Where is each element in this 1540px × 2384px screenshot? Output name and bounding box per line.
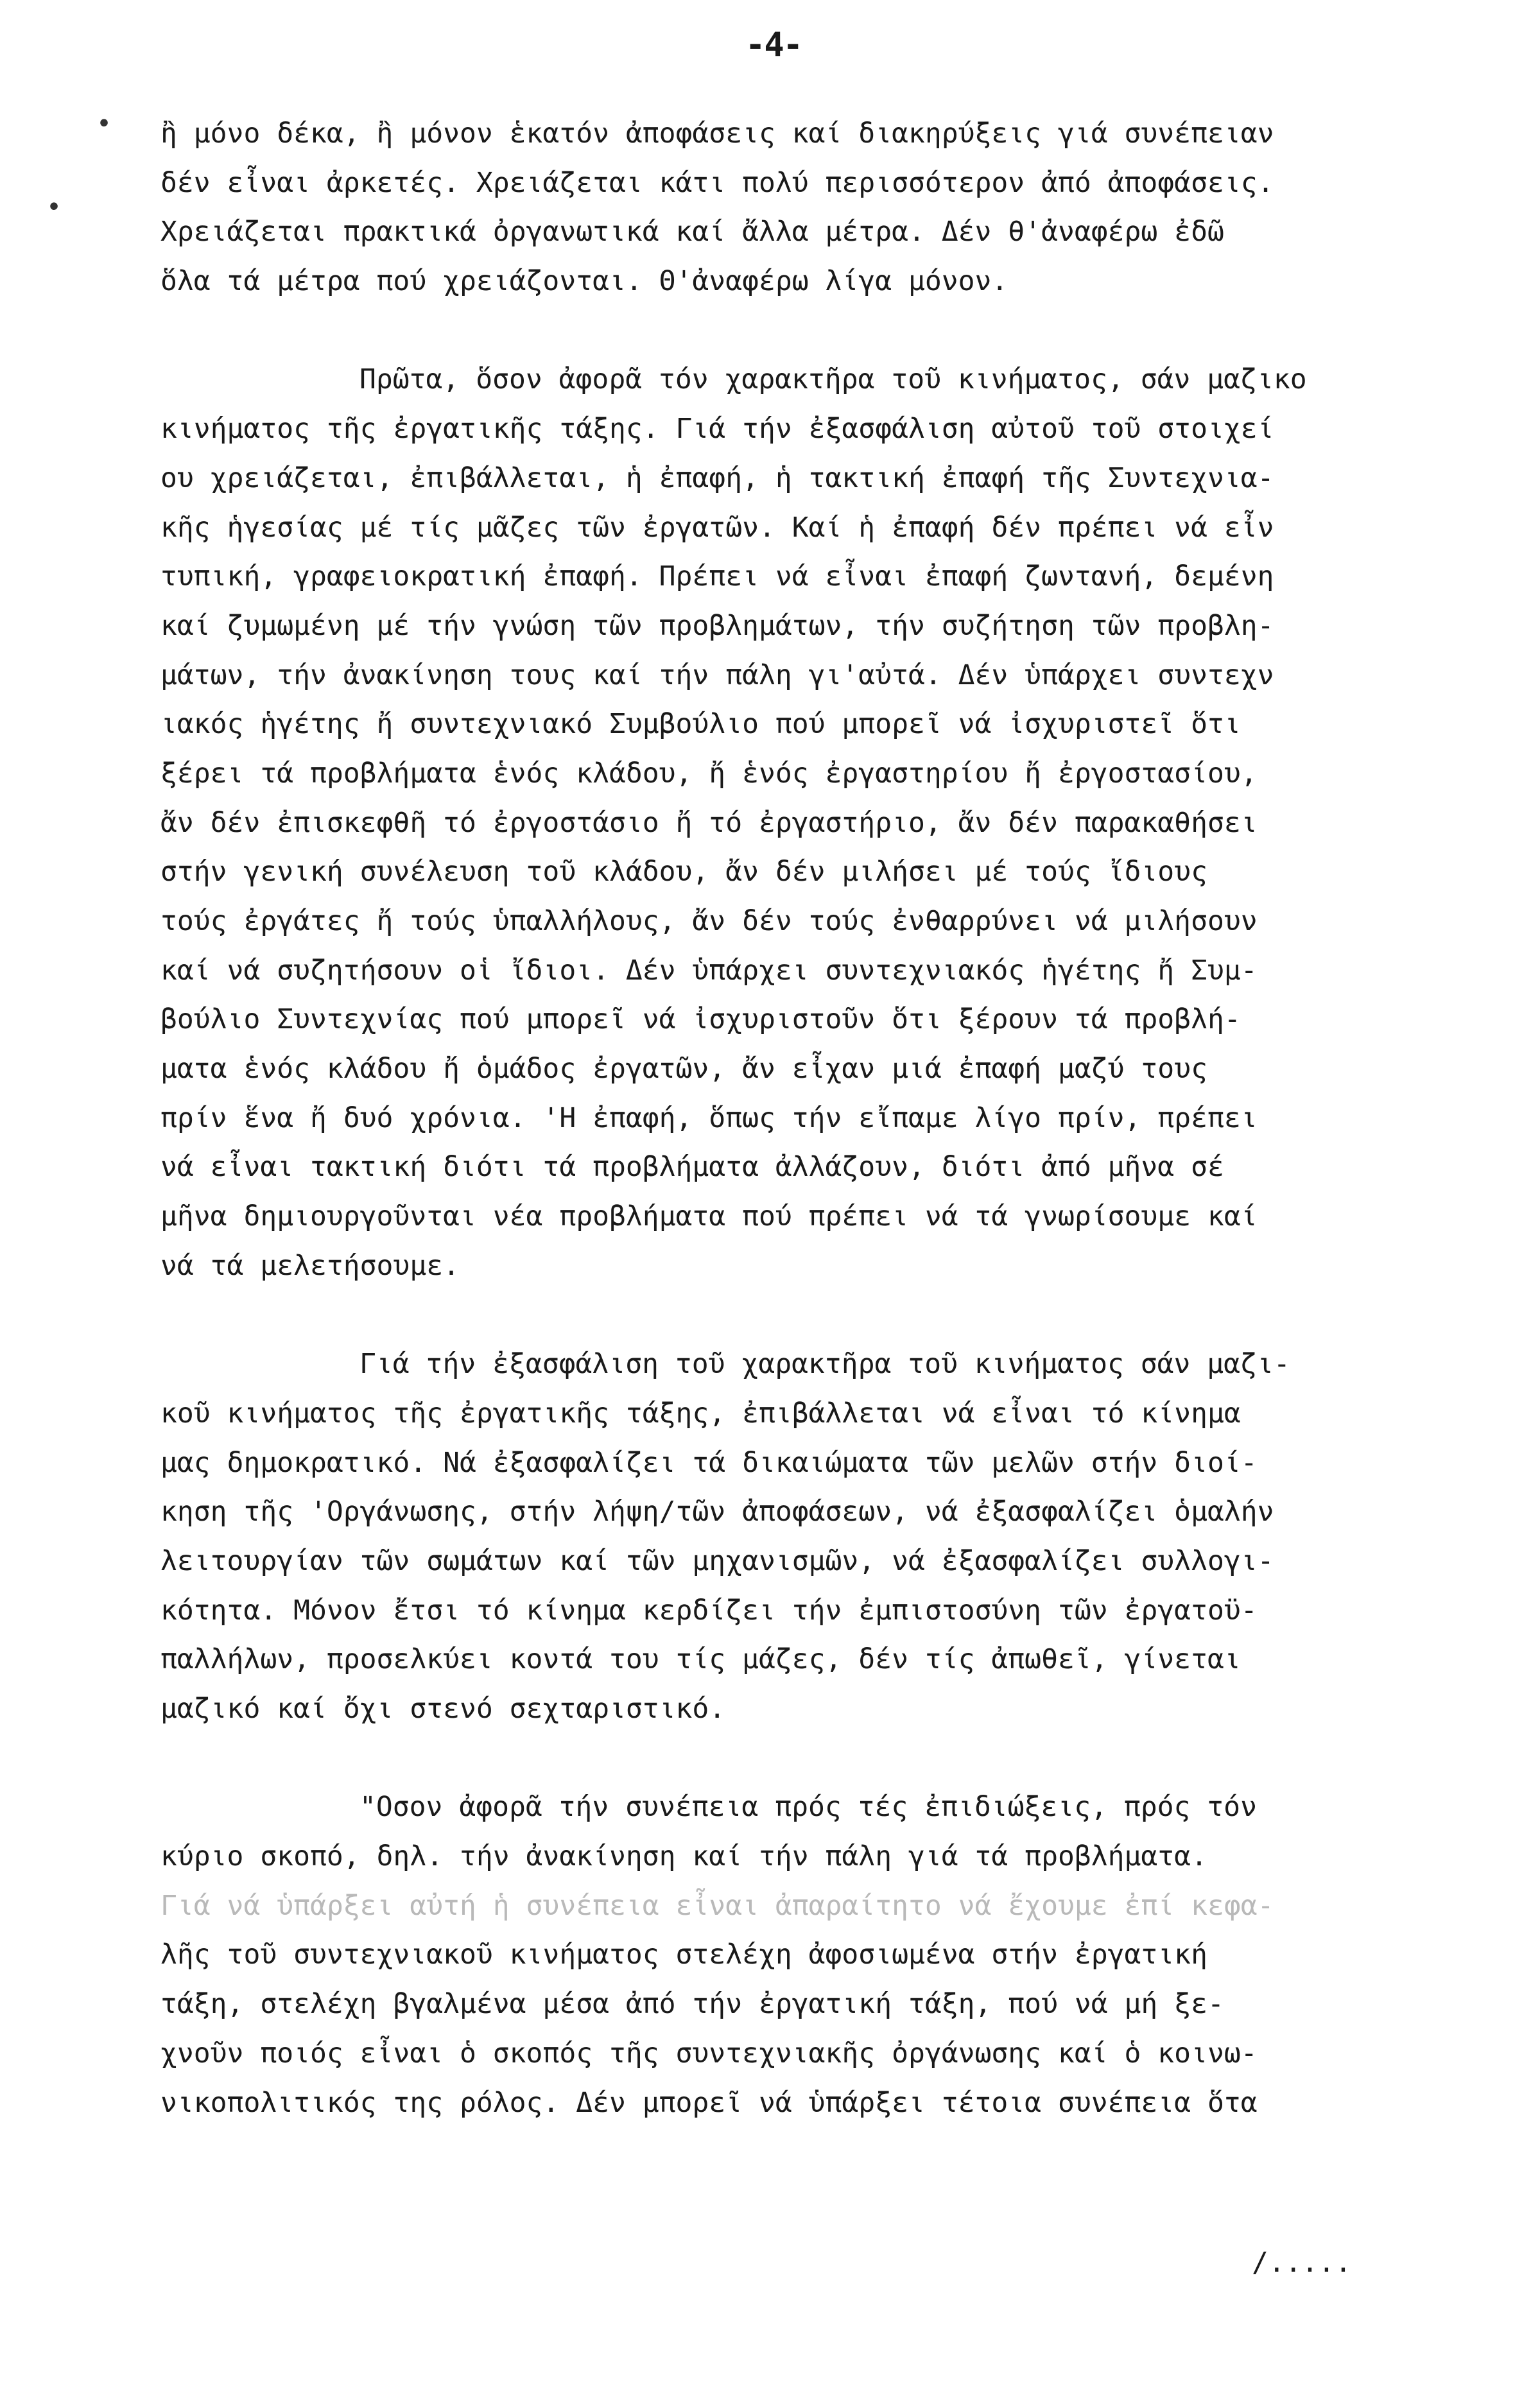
- paragraph-gap: [160, 1291, 1483, 1340]
- text-line: μας δημοκρατικό. Νά ἐξασφαλίζει τά δικαιώματα τῶν μελῶν στήν διοί-: [160, 1446, 1258, 1479]
- text-line: νά εἶναι τακτική διότι τά προβλήματα ἀλλάζουν, διότι ἀπό μῆνα σέ: [160, 1151, 1224, 1184]
- text-line: τάξη, στελέχη βγαλμένα μέσα ἀπό τήν ἐργατική τάξη, πού νά μή ξε-: [160, 1988, 1224, 2021]
- text-line: λῆς τοῦ συντεχνιακοῦ κινήματος στελέχη ἀφοσιωμένα στήν ἐργατική: [160, 1939, 1207, 1971]
- page-number: -4-: [745, 26, 802, 64]
- text-line: νά τά μελετήσουμε.: [160, 1249, 460, 1282]
- text-line: παλλήλων, προσελκύει κοντά του τίς μάζες, δέν τίς ἀπωθεῖ, γίνεται: [160, 1643, 1241, 1676]
- text-line: βούλιο Συντεχνίας πού μπορεῖ νά ἰσχυριστοῦν ὅτι ξέρουν τά προβλή-: [160, 1003, 1241, 1036]
- text-line: λειτουργίαν τῶν σωμάτων καί τῶν μηχανισμῶν, νά ἐξασφαλίζει συλλογι-: [160, 1544, 1274, 1577]
- text-line: μῆνα δημιουργοῦνται νέα προβλήματα πού πρέπει νά τά γνωρίσουμε καί: [160, 1200, 1258, 1233]
- paragraph-gap: [160, 1734, 1483, 1783]
- text-line: ἄν δέν ἐπισκεφθῆ τό ἐργοστάσιο ἤ τό ἐργαστήριο, ἄν δέν παρακαθήσει: [160, 806, 1258, 839]
- text-line: κῆς ἡγεσίας μέ τίς μᾶζες τῶν ἐργατῶν. Καί ἡ ἐπαφή δέν πρέπει νά εἶν: [160, 511, 1274, 544]
- text-line: κινήματος τῆς ἐργατικῆς τάξης. Γιά τήν ἐξασφάλιση αὐτοῦ τοῦ στοιχεί: [160, 413, 1274, 445]
- continuation-mark: /.....: [1252, 2247, 1352, 2279]
- text-line: ματα ἑνός κλάδου ἤ ὁμάδος ἐργατῶν, ἄν εἶχαν μιά ἐπαφή μαζύ τους: [160, 1053, 1207, 1085]
- text-line: χνοῦν ποιός εἶναι ὁ σκοπός τῆς συντεχνιακῆς ὀργάνωσης καί ὁ κοινω-: [160, 2037, 1258, 2069]
- text-line: μάτων, τήν ἀνακίνηση τους καί τήν πάλη γι'αὐτά. Δέν ὑπάρχει συντεχν: [160, 659, 1274, 691]
- text-line: δέν εἶναι ἀρκετές. Χρειάζεται κάτι πολύ περισσότερον ἀπό ἀποφάσεις.: [160, 166, 1274, 199]
- text-line: ου χρειάζεται, ἐπιβάλλεται, ἡ ἐπαφή, ἡ τακτική ἐπαφή τῆς Συντεχνια-: [160, 462, 1274, 494]
- text-line: νικοπολιτικός της ρόλος. Δέν μπορεῖ νά ὑπάρξει τέτοια συνέπεια ὅτα: [160, 2086, 1258, 2119]
- margin-dot: •: [46, 193, 62, 222]
- text-line: κηση τῆς 'Οργάνωσης, στήν λήψη/τῶν ἀποφάσεων, νά ἐξασφαλίζει ὁμαλήν: [160, 1496, 1274, 1528]
- text-line: μαζικό καί ὄχι στενό σεχταριστικό.: [160, 1693, 726, 1725]
- text-line: πρίν ἕνα ἤ δυό χρόνια. 'Η ἐπαφή, ὅπως τήν εἴπαμε λίγο πρίν, πρέπει: [160, 1101, 1258, 1134]
- body-text: [160, 109, 1483, 2127]
- text-line: κοῦ κινήματος τῆς ἐργατικῆς τάξης, ἐπιβάλλεται νά εἶναι τό κίνημα: [160, 1397, 1241, 1430]
- text-line: Χρειάζεται πρακτικά ὀργανωτικά καί ἄλλα μέτρα. Δέν θ'ἀναφέρω ἐδῶ: [160, 216, 1224, 248]
- text-line: κότητα. Μόνον ἔτσι τό κίνημα κερδίζει τήν ἐμπιστοσύνη τῶν ἐργατοϋ-: [160, 1594, 1258, 1627]
- text-line-faded: Γιά νά ὑπάρξει αὐτή ἡ συνέπεια εἶναι ἀπαραίτητο νά ἔχουμε ἐπί κεφα-: [160, 1889, 1274, 1922]
- text-line: ἢ μόνο δέκα, ἢ μόνον ἑκατόν ἀποφάσεις καί διακηρύξεις γιά συνέπειαν: [160, 117, 1274, 150]
- text-line: κύριο σκοπό, δηλ. τήν ἀνακίνηση καί τήν πάλη γιά τά προβλήματα.: [160, 1840, 1207, 1873]
- text-line: τυπική, γραφειοκρατική ἐπαφή. Πρέπει νά εἶναι ἐπαφή ζωντανή, δεμένη: [160, 560, 1274, 593]
- text-line: καί ζυμωμένη μέ τήν γνώση τῶν προβλημάτων, τήν συζήτηση τῶν προβλη-: [160, 609, 1274, 642]
- text-line: ιακός ἡγέτης ἤ συντεχνιακό Συμβούλιο πού μπορεῖ νά ἰσχυριστεῖ ὅτι: [160, 708, 1241, 741]
- text-line: στήν γενική συνέλευση τοῦ κλάδου, ἄν δέν μιλήσει μέ τούς ἴδιους: [160, 856, 1207, 888]
- paragraph-gap: [160, 306, 1483, 356]
- margin-dot: •: [96, 109, 112, 139]
- text-line: καί νά συζητήσουν οἱ ἴδιοι. Δέν ὑπάρχει συντεχνιακός ἡγέτης ἤ Συμ-: [160, 954, 1258, 987]
- text-line: ὅλα τά μέτρα πού χρειάζονται. Θ'ἀναφέρω λίγα μόνον.: [160, 265, 1008, 298]
- text-line: τούς ἐργάτες ἤ τούς ὑπαλλήλους, ἄν δέν τούς ἐνθαρρύνει νά μιλήσουν: [160, 905, 1258, 937]
- text-line: Πρῶτα, ὅσον ἀφορᾶ τόν χαρακτῆρα τοῦ κινήματος, σάν μαζικο: [359, 363, 1307, 396]
- text-line: Γιά τήν ἐξασφάλιση τοῦ χαρακτῆρα τοῦ κινήματος σάν μαζι-: [359, 1348, 1290, 1381]
- text-line: "Οσον ἀφορᾶ τήν συνέπεια πρός τές ἐπιδιώξεις, πρός τόν: [359, 1791, 1257, 1824]
- text-line: ξέρει τά προβλήματα ἑνός κλάδου, ἤ ἑνός ἐργαστηρίου ἤ ἐργοστασίου,: [160, 757, 1258, 790]
